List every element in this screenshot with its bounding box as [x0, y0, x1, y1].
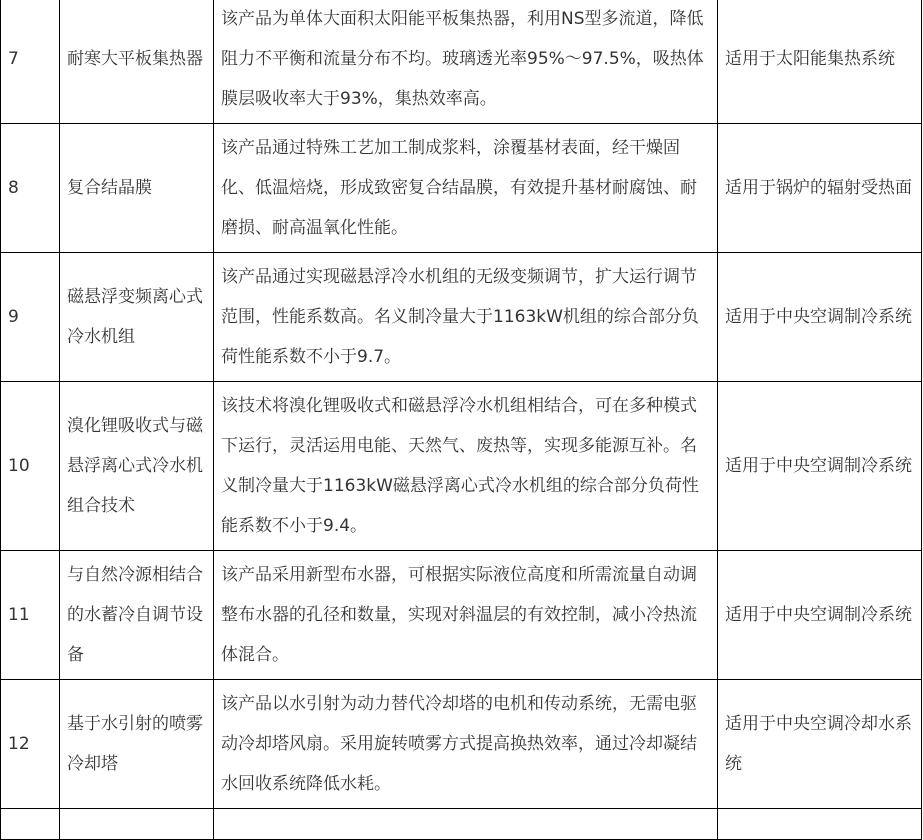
row-number: 7 [1, 0, 60, 124]
product-description: 该产品通过实现磁悬浮冷水机组的无级变频调节，扩大运行调节范围，性能系数高。名义制冷量大于1163kW机组的综合部分负荷性能系数不小于9.7。 [214, 253, 718, 382]
empty-cell [1, 809, 60, 840]
product-description: 该产品通过特殊工艺加工制成浆料，涂覆基材表面，经干燥固化、低温焙烧，形成致密复合结晶膜，有效提升基材耐腐蚀、耐磨损、耐高温氧化性能。 [214, 124, 718, 253]
product-application: 适用于锅炉的辐射受热面 [718, 124, 922, 253]
product-name: 与自然冷源相结合的水蓄冷自调节设备 [60, 551, 214, 680]
product-name: 基于水引射的喷雾冷却塔 [60, 680, 214, 809]
table-row [1, 551, 922, 680]
product-application: 适用于中央空调冷却水系统 [718, 680, 922, 809]
table-row-partial [1, 809, 922, 840]
product-description: 该产品采用新型布水器，可根据实际液位高度和所需流量自动调整布水器的孔径和数量，实现对斜温层的有效控制，减小冷热流体混合。 [214, 551, 718, 680]
row-number: 12 [1, 680, 60, 809]
empty-cell [718, 809, 922, 840]
product-description: 该技术将溴化锂吸收式和磁悬浮冷水机组相结合，可在多种模式下运行，灵活运用电能、天然气、废热等，实现多能源互补。名义制冷量大于1163kW磁悬浮离心式冷水机组的综合部分负荷性能系数不小于9.4。 [214, 382, 718, 551]
row-number: 11 [1, 551, 60, 680]
table-row [1, 0, 922, 124]
product-name: 溴化锂吸收式与磁悬浮离心式冷水机组合技术 [60, 382, 214, 551]
row-number: 9 [1, 253, 60, 382]
product-description: 该产品以水引射为动力替代冷却塔的电机和传动系统，无需电驱动冷却塔风扇。采用旋转喷雾方式提高换热效率，通过冷却凝结水回收系统降低水耗。 [214, 680, 718, 809]
table-row [1, 382, 922, 551]
product-application: 适用于中央空调制冷系统 [718, 551, 922, 680]
table-row [1, 253, 922, 382]
row-number: 10 [1, 382, 60, 551]
empty-cell [214, 809, 718, 840]
product-name: 耐寒大平板集热器 [60, 0, 214, 124]
product-name: 复合结晶膜 [60, 124, 214, 253]
product-application: 适用于太阳能集热系统 [718, 0, 922, 124]
product-description: 该产品为单体大面积太阳能平板集热器，利用NS型多流道，降低阻力不平衡和流量分布不均。玻璃透光率95%～97.5%，吸热体膜层吸收率大于93%，集热效率高。 [214, 0, 718, 124]
empty-cell [60, 809, 214, 840]
product-application: 适用于中央空调制冷系统 [718, 253, 922, 382]
product-application: 适用于中央空调制冷系统 [718, 382, 922, 551]
row-number: 8 [1, 124, 60, 253]
product-name: 磁悬浮变频离心式冷水机组 [60, 253, 214, 382]
table-row [1, 680, 922, 809]
table-row [1, 124, 922, 253]
